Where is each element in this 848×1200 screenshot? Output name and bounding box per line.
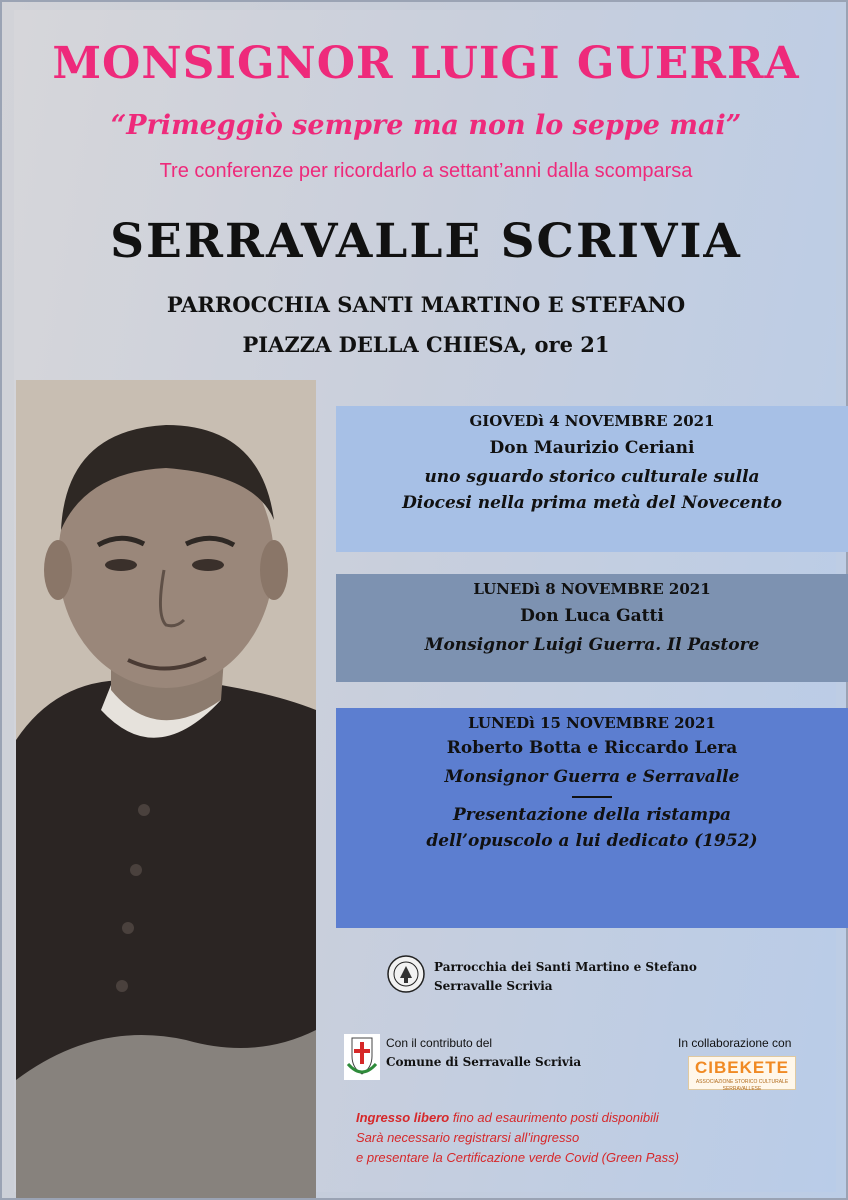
poster-quote: “Primeggiò sempre ma non lo seppe mai” (110, 110, 742, 141)
poster-title: MONSIGNOR LUIGI GUERRA (52, 38, 800, 89)
organizer-line: Parrocchia dei Santi Martino e Stefano (434, 960, 697, 974)
contribution-label: Con il contributo del (386, 1036, 493, 1050)
comune-crest-icon (344, 1034, 380, 1080)
cibekete-logo-name: CIBEKETE (695, 1058, 789, 1077)
event-card-1 (336, 406, 848, 552)
organizer-line: Serravalle Scrivia (434, 979, 553, 993)
free-entry-label: Ingresso libero (356, 1110, 450, 1125)
organizer-label (434, 958, 697, 996)
portrait-illustration (16, 380, 316, 1198)
event-topic: Monsignor Guerra e Serravalle (444, 767, 740, 787)
event-topic: Monsignor Luigi Guerra. Il Pastore (424, 635, 760, 655)
divider (572, 796, 612, 798)
event-speaker: Don Maurizio Ceriani (489, 438, 695, 458)
admission-line: Sarà necessario registrarsi all’ingresso (356, 1130, 580, 1145)
admission-line (356, 1108, 679, 1128)
event-card-3 (336, 708, 848, 928)
event-topic-line: uno sguardo storico culturale sulla (424, 467, 760, 487)
admission-line: e presentare la Certificazione verde Covid (Green Pass) (356, 1150, 679, 1165)
event-date: LUNEDì 15 NOVEMBRE 2021 (468, 714, 716, 732)
free-entry-rest: fino ad esaurimento posti disponibili (449, 1110, 659, 1125)
comune-name: Comune di Serravalle Scrivia (386, 1055, 582, 1069)
portrait-photo (16, 380, 316, 1198)
event-topic (336, 464, 848, 516)
cibekete-logo (688, 1056, 796, 1090)
event-speaker: Roberto Botta e Riccardo Lera (446, 738, 738, 758)
parish-seal-icon (386, 954, 426, 994)
venue-time: PIAZZA DELLA CHIESA, ore 21 (242, 332, 610, 357)
admission-notes (356, 1108, 679, 1168)
event-topic-line: Presentazione della ristampa (452, 805, 731, 825)
event-topic (336, 802, 848, 854)
city-name: SERRAVALLE SCRIVIA (110, 214, 742, 269)
parish-name: PARROCCHIA SANTI MARTINO E STEFANO (166, 292, 686, 317)
event-speaker: Don Luca Gatti (520, 606, 664, 626)
event-date: LUNEDì 8 NOVEMBRE 2021 (473, 580, 711, 598)
event-date: GIOVEDì 4 NOVEMBRE 2021 (469, 412, 715, 430)
event-topic-line: dell’opuscolo a lui dedicato (1952) (426, 831, 758, 851)
cibekete-logo-tag: ASSOCIAZIONE STORICO CULTURALE SERRAVALLESE (695, 1079, 789, 1092)
collaboration-label: In collaborazione con (678, 1036, 792, 1050)
poster-subtitle: Tre conferenze per ricordarlo a settant’anni dalla scomparsa (159, 160, 693, 182)
event-card-2 (336, 574, 848, 682)
event-topic-line: Diocesi nella prima metà del Novecento (402, 493, 782, 513)
